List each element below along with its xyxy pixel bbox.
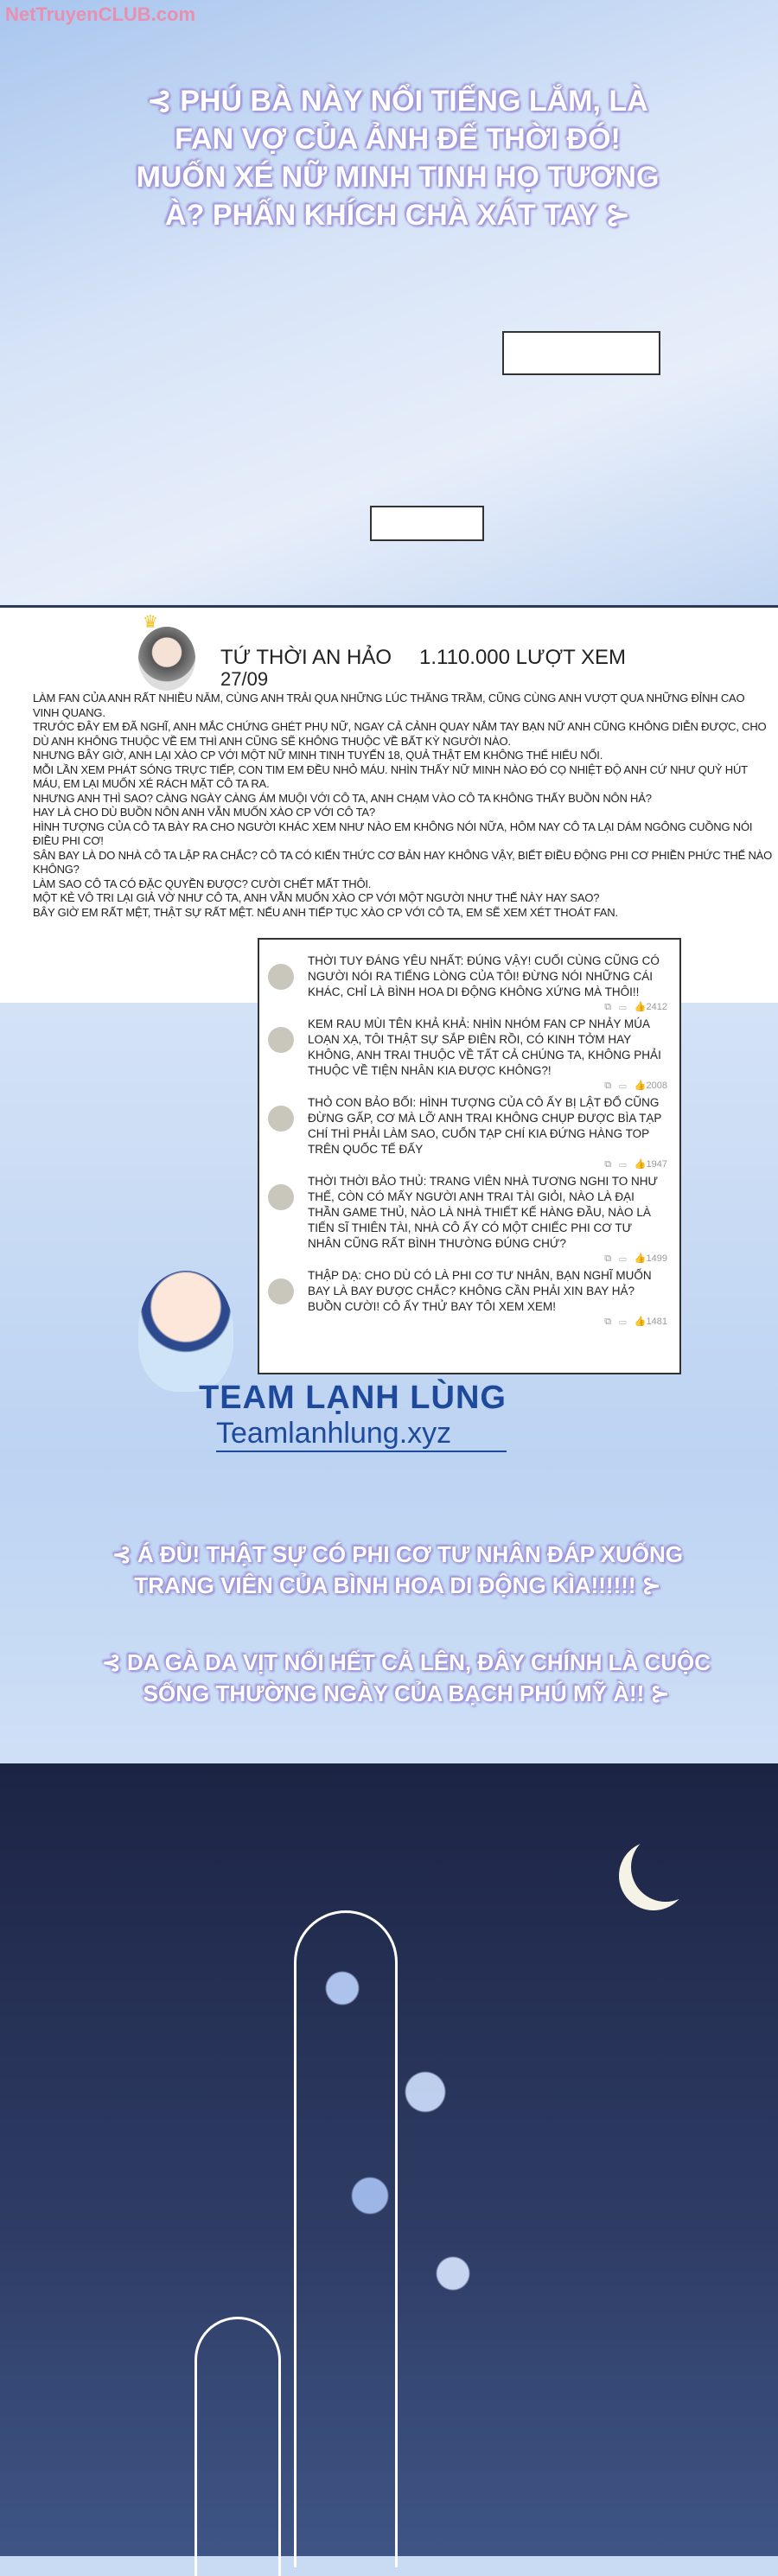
comment-text: THỜI THỜI BẢO THỦ: TRANG VIÊN NHÀ TƯƠNG NGHI TO NHƯ THẾ, CÒN CÓ MẤY NGƯỜI ANH TRAI TÀI GIỎI, NÀO LÀ ĐẠI THẦN GAME THỦ, NÀO LÀ NHÀ THIẾT KẾ HÀNG ĐẦU, NÀO LÀ TIẾN SĨ THIÊN TÀI, NHÀ CÔ ẤY CÓ MỘT CHIẾC PHI CƠ TƯ NHÂN CŨNG RẤT BÌNH THƯỜNG ĐÚNG CHỨ?	[308, 1175, 659, 1250]
comment-actions	[308, 1252, 667, 1266]
comment-text: KEM RAU MÙI TÊN KHẢ KHẢ: NHÌN NHÓM FAN CP NHẢY MÚA LOẠN XẠ, TÔI THẬT SỰ SẮP ĐIÊN RỒI, CÓ KINH TỞM HAY KHÔNG, ANH TRAI THUỘC VỀ TẤT CẢ CHÚNG TA, KHÔNG PHẢI THUỘC VỀ TIỆN NHÂN KIA ĐƯỢC KHÔNG?!	[308, 1017, 661, 1077]
commenter-avatar	[268, 1184, 294, 1210]
comment-actions	[308, 1157, 667, 1171]
like-icon[interactable]: 👍	[634, 1317, 647, 1327]
share-icon[interactable]: ⧉	[604, 1317, 612, 1327]
commenter-avatar	[268, 1106, 294, 1132]
like-count: 1947	[646, 1159, 667, 1170]
avatar	[138, 627, 195, 691]
blank-speech-box	[502, 331, 660, 375]
like-icon[interactable]: 👍	[634, 1159, 647, 1170]
comment-item	[308, 1095, 667, 1171]
post-line: NHƯNG BÂY GIỜ, ANH LẠI XÀO CP VỚI MỘT NỮ MINH TINH TUYẾN 18, QUẢ THẬT EM KHÔNG THỂ HIỂU NỔI.	[33, 749, 603, 762]
post-line: BÂY GIỜ EM RẤT MỆT, THẬT SỰ RẤT MỆT. NẾU ANH TIẾP TỤC XÀO CP VỚI CÔ TA, EM SẼ XEM XÉT THOÁT FAN.	[33, 905, 618, 919]
commenter-avatar	[268, 1027, 294, 1053]
post-line: TRƯỚC ĐÂY EM ĐÃ NGHĨ, ANH MẮC CHỨNG GHÉT PHỤ NỮ, NGAY CẢ CẢNH QUAY NẮM TAY BẠN NỮ ANH CŨNG KHÔNG DIỄN ĐƯỢC, CHO DÙ ANH KHÔNG THUỘC VỀ EM THÌ ANH CŨNG SẼ KHÔNG THUỘC VỀ BẤT KỲ NGƯỜI NÀO.	[33, 720, 767, 748]
site-watermark: NetTruyenCLUB.com	[5, 3, 196, 25]
like-count: 1481	[646, 1317, 667, 1327]
like-count: 2008	[646, 1081, 667, 1091]
commenter-avatar	[268, 964, 294, 990]
team-logo	[199, 1380, 507, 1452]
team-logo-url: Teamlanhlung.xyz	[216, 1417, 507, 1452]
reply-icon[interactable]: ▭	[619, 1317, 627, 1327]
like-icon[interactable]: 👍	[634, 1002, 647, 1012]
caption-middle-1: ⊰ Á ĐÙ! THẬT SỰ CÓ PHI CƠ TƯ NHÂN ĐÁP XUỐNG TRANG VIÊN CỦA BÌNH HOA DI ĐỘNG KÌA!!!!!! ⊱	[112, 1541, 684, 1598]
comment-text: THỜI TUY ĐÁNG YÊU NHẤT: ĐÚNG VẬY! CUỐI CÙNG CŨNG CÓ NGƯỜI NÓI RA TIẾNG LÒNG CỦA TÔI! ĐỪNG NÓI NHỮNG CÁI KHÁC, CHỈ LÀ BÌNH HOA DI ĐỘNG KHÔNG XỨNG MÀ THÔI!!	[308, 954, 660, 998]
team-logo-title: TEAM LẠNH LÙNG	[199, 1380, 507, 1416]
comment-actions	[308, 1079, 667, 1093]
like-icon[interactable]: 👍	[634, 1081, 647, 1091]
comment-item	[308, 1174, 667, 1266]
mascot-illustration	[138, 1271, 233, 1392]
flower-cluster	[259, 1884, 536, 2403]
comment-item	[308, 953, 667, 1014]
comment-list	[258, 938, 681, 1374]
post-line: LÀM FAN CỦA ANH RẤT NHIỀU NĂM, CÙNG ANH TRẢI QUA NHỮNG LÚC THĂNG TRẦM, CŨNG CÙNG ANH VƯỢT QUA NHỮNG ĐỈNH CAO VINH QUANG.	[33, 692, 745, 719]
share-icon[interactable]: ⧉	[604, 1002, 612, 1012]
post-body	[33, 692, 773, 920]
comment-item	[308, 1268, 667, 1329]
share-icon[interactable]: ⧉	[604, 1081, 612, 1091]
reply-icon[interactable]: ▭	[619, 1002, 627, 1012]
comment-text: THỎ CON BẢO BỐI: HÌNH TƯỢNG CỦA CÔ ẤY BỊ LẬT ĐỔ CŨNG ĐỪNG GẤP, CƠ MÀ LỠ ANH TRAI KHÔNG CHỤP ĐƯỢC BÌA TẠP CHÍ THÌ PHẢI LÀM SAO, CUỐN TẠP CHÍ KIA ĐỨNG HÀNG TOP TRÊN QUỐC TẾ ĐẤY	[308, 1096, 662, 1156]
like-icon[interactable]: 👍	[634, 1253, 647, 1264]
post-username: TỨ THỜI AN HẢO	[220, 646, 392, 669]
post-line: MỖI LẦN XEM PHÁT SÓNG TRỰC TIẾP, CON TIM EM ĐỀU NHỎ MÁU. NHÌN THẤY NỮ MINH NÀO ĐÓ CỌ NHIỆT ĐỘ ANH CỨ NHƯ QUỶ HÚT MÁU, EM LẠI MUỐN XÉ RÁCH MẶT CÔ TA RA.	[33, 762, 748, 790]
panel-top	[0, 0, 778, 605]
post-line: LÀM SAO CÔ TA CÓ ĐẶC QUYỀN ĐƯỢC? CƯỜI CHẾT MẤT THÔI.	[33, 877, 372, 890]
post-views: 1.110.000 LƯỢT XEM	[419, 646, 626, 669]
like-count: 2412	[646, 1002, 667, 1012]
post-line: MỘT KẺ VÔ TRI LẠI GIẢ VỜ NHƯ CÔ TA, ANH VẪN MUỐN XÀO CP VỚI MỘT NGƯỜI NHƯ THẾ NÀY HAY SAO?	[33, 891, 600, 904]
like-count: 1499	[646, 1253, 667, 1264]
post-line: HAY LÀ CHO DÙ BUỒN NÔN ANH VẪN MUỐN XÀO CP VỚI CÔ TA?	[33, 806, 375, 819]
post-line: SÂN BAY LÀ DO NHÀ CÔ TA LẬP RA CHẮC? CÔ TA CÓ KIẾN THỨC CƠ BẢN HAY KHÔNG VẬY, BIẾT ĐIỀU ĐỘNG PHI CƠ PHIỀN PHỨC THẾ NÀO KHÔNG?	[33, 848, 773, 876]
panel-night-scene	[0, 1763, 778, 2556]
comment-item	[308, 1017, 667, 1093]
caption-middle-2: ⊰ DA GÀ DA VỊT NỔI HẾT CẢ LÊN, ĐÂY CHÍNH LÀ CUỘC SỐNG THƯỜNG NGÀY CỦA BẠCH PHÚ MỸ À!! ⊱	[101, 1649, 711, 1706]
crown-icon: ♛	[143, 613, 158, 632]
reply-icon[interactable]: ▭	[619, 1253, 627, 1264]
caption-top: ⊰ PHÚ BÀ NÀY NỔI TIẾNG LẮM, LÀ FAN VỢ CỦA ẢNH ĐẾ THỜI ĐÓ! MUỐN XÉ NỮ MINH TINH HỌ TƯƠNG À? PHẤN KHÍCH CHÀ XÁT TAY ⊱	[136, 85, 660, 232]
comment-actions	[308, 1315, 667, 1329]
comment-text: THẬP DẠ: CHO DÙ CÓ LÀ PHI CƠ TƯ NHÂN, BẠN NGHĨ MUỐN BAY LÀ BAY ĐƯỢC CHẮC? KHÔNG CẦN PHẢI XIN BAY HẢ? BUỒN CƯỜI! CÔ ẤY THỬ BAY TÔI XEM XEM!	[308, 1269, 652, 1313]
post-line: HÌNH TƯỢNG CỦA CÔ TA BÀY RA CHO NGƯỜI KHÁC XEM NHƯ NÀO EM KHÔNG NÓI NỮA, HÔM NAY CÔ TA LẠI DÁM NGÔNG CUỒNG NÓI ĐIỀU PHI CƠ!	[33, 819, 753, 847]
post-line: NHƯNG ANH THÌ SAO? CÀNG NGÀY CÀNG ÁM MUỘI VỚI CÔ TA, ANH CHẠM VÀO CÔ TA KHÔNG THẤY BUỒN NÔN HẢ?	[33, 791, 652, 805]
reply-icon[interactable]: ▭	[619, 1081, 627, 1091]
share-icon[interactable]: ⧉	[604, 1253, 612, 1264]
commenter-avatar	[268, 1278, 294, 1304]
blank-speech-box	[370, 506, 484, 541]
comment-actions	[308, 1000, 667, 1014]
reply-icon[interactable]: ▭	[619, 1159, 627, 1170]
post-date: 27/09	[220, 668, 269, 690]
moon-icon	[631, 1833, 700, 1902]
share-icon[interactable]: ⧉	[604, 1159, 612, 1170]
